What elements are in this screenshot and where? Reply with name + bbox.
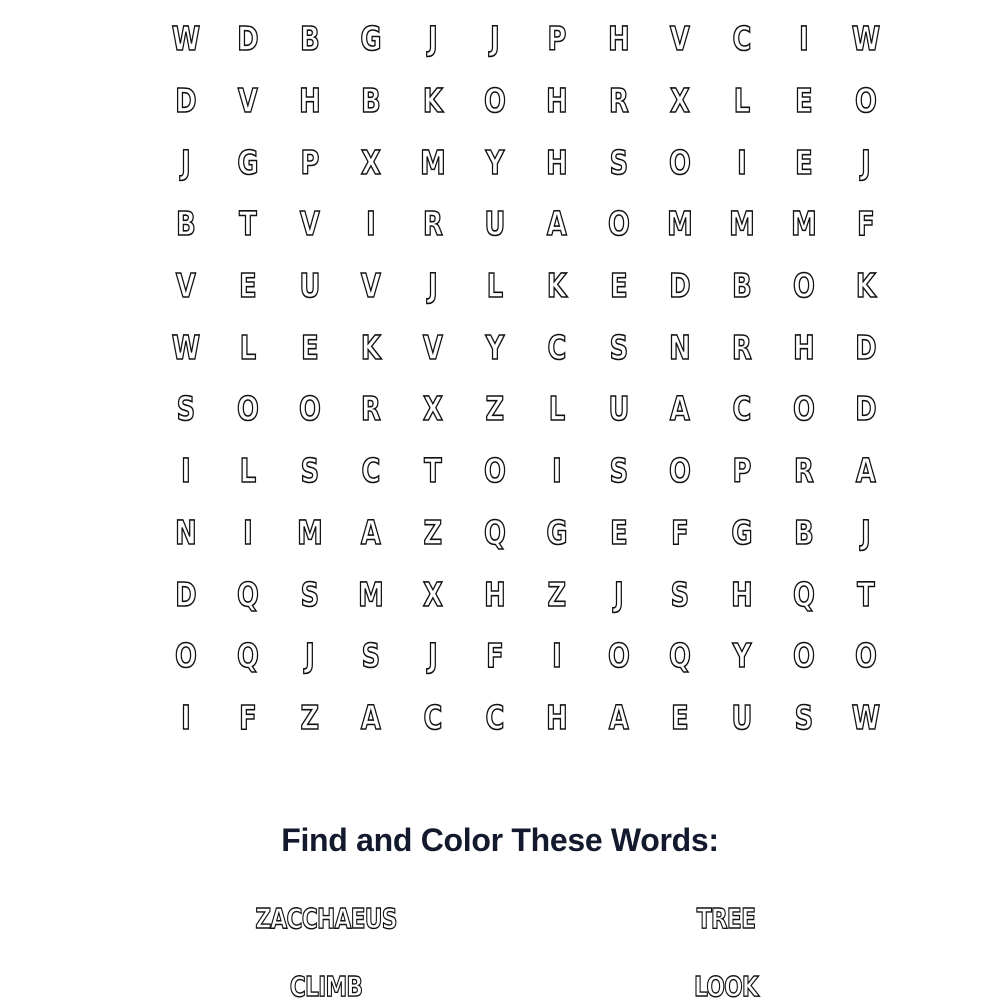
grid-letter[interactable]: I (551, 636, 562, 676)
grid-letter[interactable]: D (237, 19, 259, 59)
grid-letter[interactable]: M (729, 204, 755, 244)
grid-letter[interactable]: U (484, 204, 506, 244)
grid-letter[interactable]: S (609, 451, 628, 491)
grid-letter[interactable]: F (856, 204, 875, 244)
grid-letter[interactable]: S (176, 389, 196, 429)
grid-letter[interactable]: D (854, 327, 877, 367)
grid-letter[interactable]: N (175, 512, 197, 552)
grid-letter[interactable]: T (856, 574, 875, 614)
grid-letter[interactable]: O (607, 204, 630, 244)
letter-grid (155, 8, 897, 748)
grid-letter[interactable]: J (490, 19, 500, 59)
grid-letter[interactable]: R (793, 451, 814, 491)
word-item: CLIMB (289, 970, 363, 1003)
grid-letter[interactable]: S (300, 451, 319, 491)
grid-letter[interactable]: E (238, 266, 257, 306)
grid-letter[interactable]: X (423, 574, 444, 614)
grid-letter[interactable]: N (669, 327, 692, 367)
grid-letter[interactable]: J (181, 142, 191, 182)
word-item: LOOK (693, 970, 759, 1003)
grid-letter[interactable]: E (609, 512, 628, 552)
grid-letter[interactable]: O (792, 636, 815, 676)
grid-letter[interactable]: L (548, 389, 565, 429)
grid-letter[interactable]: B (732, 266, 752, 306)
grid-letter[interactable]: S (609, 327, 628, 367)
grid-letter[interactable]: Q (792, 574, 815, 614)
grid-letter[interactable]: A (546, 204, 567, 244)
grid-letter[interactable]: L (239, 327, 256, 367)
grid-letter[interactable]: E (795, 142, 813, 182)
grid-letter[interactable]: X (670, 81, 691, 121)
grid-letter[interactable]: S (609, 142, 628, 182)
grid-letter[interactable]: O (483, 81, 506, 121)
grid-letter[interactable]: B (299, 19, 320, 59)
grid-letter[interactable]: D (854, 389, 877, 429)
grid-letter[interactable]: I (181, 697, 191, 737)
grid-letter[interactable]: O (669, 142, 692, 182)
grid-letter[interactable]: H (484, 574, 506, 614)
grid-letter[interactable]: R (423, 204, 444, 244)
grid-letter[interactable]: D (175, 574, 197, 614)
grid-letter[interactable]: K (546, 266, 567, 306)
grid-letter[interactable]: S (794, 697, 814, 737)
grid-letter[interactable]: V (175, 266, 196, 306)
grid-letter[interactable]: O (792, 266, 815, 306)
grid-letter[interactable]: O (854, 81, 877, 121)
grid-letter[interactable]: F (671, 512, 690, 552)
grid-letter[interactable]: H (298, 81, 321, 121)
grid-letter[interactable]: I (181, 451, 191, 491)
grid-letter[interactable]: D (175, 81, 197, 121)
grid-letter[interactable]: P (300, 142, 319, 182)
grid-letter[interactable]: O (483, 451, 506, 491)
grid-letter[interactable]: U (299, 266, 320, 306)
grid-letter[interactable]: E (300, 327, 319, 367)
grid-letter[interactable]: O (174, 636, 197, 676)
grid-letter[interactable]: U (608, 389, 629, 429)
grid-letter[interactable]: E (609, 266, 628, 306)
grid-letter[interactable]: A (670, 389, 691, 429)
grid-letter[interactable]: M (296, 512, 323, 552)
grid-letter[interactable]: I (551, 451, 562, 491)
grid-letter[interactable]: H (545, 697, 568, 737)
grid-letter[interactable]: F (238, 697, 257, 737)
grid-letter[interactable]: Y (485, 327, 505, 367)
grid-letter[interactable]: J (860, 142, 871, 182)
grid-letter[interactable]: Q (483, 512, 506, 552)
grid-letter[interactable]: H (545, 142, 568, 182)
grid-letter[interactable]: R (732, 327, 752, 367)
grid-letter[interactable]: O (792, 389, 815, 429)
grid-letter[interactable]: W (851, 697, 880, 737)
grid-letter[interactable]: J (428, 266, 438, 306)
grid-letter[interactable]: M (420, 142, 446, 182)
grid-letter[interactable]: J (428, 636, 438, 676)
grid-letter[interactable]: H (731, 574, 753, 614)
grid-letter[interactable]: E (795, 81, 813, 121)
grid-letter[interactable]: Q (236, 574, 259, 614)
grid-letter[interactable]: J (860, 512, 871, 552)
grid-letter[interactable]: E (671, 697, 690, 737)
grid-letter[interactable]: P (547, 19, 567, 59)
grid-letter[interactable]: J (428, 19, 438, 59)
grid-letter[interactable]: X (361, 142, 382, 182)
grid-letter[interactable]: A (855, 451, 876, 491)
grid-letter[interactable]: O (607, 636, 630, 676)
grid-letter[interactable]: L (239, 451, 256, 491)
grid-letter[interactable]: G (546, 512, 568, 552)
grid-letter[interactable]: L (486, 266, 504, 306)
word-item: TREE (696, 902, 756, 935)
grid-letter[interactable]: U (731, 697, 753, 737)
grid-letter[interactable]: K (423, 81, 444, 121)
grid-letter[interactable]: A (361, 512, 382, 552)
grid-letter[interactable]: J (613, 574, 624, 614)
grid-letter[interactable]: T (238, 204, 257, 244)
grid-letter[interactable]: Z (485, 389, 505, 429)
grid-letter[interactable]: K (855, 266, 876, 306)
grid-letter[interactable]: L (733, 81, 751, 121)
grid-letter[interactable]: V (423, 327, 444, 367)
grid-letter[interactable]: S (670, 574, 690, 614)
grid-letter[interactable]: O (298, 389, 321, 429)
grid-letter[interactable]: C (485, 697, 505, 737)
grid-letter[interactable]: G (237, 142, 259, 182)
grid-letter[interactable]: A (608, 697, 629, 737)
grid-letter[interactable]: G (731, 512, 753, 552)
grid-letter[interactable]: Q (236, 636, 259, 676)
grid-letter[interactable]: S (300, 574, 319, 614)
grid-letter[interactable]: C (732, 389, 752, 429)
grid-letter[interactable]: M (358, 574, 385, 614)
grid-letter[interactable]: Y (732, 636, 752, 676)
grid-letter[interactable]: I (799, 19, 809, 59)
word-list (0, 890, 1000, 1003)
grid-letter[interactable]: P (732, 451, 752, 491)
grid-letter[interactable]: C (547, 327, 567, 367)
grid-letter[interactable]: V (361, 266, 382, 306)
grid-letter[interactable]: O (854, 636, 877, 676)
grid-letter[interactable]: R (608, 81, 629, 121)
grid-letter[interactable]: I (737, 142, 747, 182)
grid-letter[interactable]: Z (423, 512, 443, 552)
grid-letter[interactable]: R (361, 389, 382, 429)
grid-letter[interactable]: Y (485, 142, 505, 182)
grid-letter[interactable]: O (669, 451, 692, 491)
grid-letter[interactable]: Z (547, 574, 567, 614)
grid-letter[interactable]: B (361, 81, 382, 121)
word-list-heading: Find and Color These Words: (281, 822, 719, 858)
grid-letter[interactable]: J (304, 636, 315, 676)
grid-letter[interactable]: Q (669, 636, 692, 676)
grid-letter[interactable]: G (360, 19, 382, 59)
grid-letter[interactable]: A (361, 697, 382, 737)
grid-letter[interactable]: H (793, 327, 815, 367)
grid-letter[interactable]: X (423, 389, 444, 429)
grid-letter[interactable]: H (607, 19, 630, 59)
grid-letter[interactable]: W (171, 19, 201, 59)
grid-letter[interactable]: D (669, 266, 691, 306)
grid-letter[interactable]: B (176, 204, 196, 244)
grid-letter[interactable]: M (791, 204, 817, 244)
grid-letter[interactable]: S (362, 636, 381, 676)
grid-letter[interactable]: K (361, 327, 382, 367)
grid-letter[interactable]: Z (300, 697, 319, 737)
grid-letter[interactable]: I (366, 204, 377, 244)
grid-letter[interactable]: F (486, 636, 504, 676)
grid-letter[interactable]: V (670, 19, 691, 59)
grid-letter[interactable]: M (667, 204, 694, 244)
grid-letter[interactable]: V (237, 81, 258, 121)
grid-letter[interactable]: C (361, 451, 381, 491)
grid-letter[interactable]: W (851, 19, 880, 59)
grid-letter[interactable]: T (424, 451, 442, 491)
grid-letter[interactable]: C (732, 19, 752, 59)
word-item: ZACCHAEUS (255, 902, 397, 935)
grid-letter[interactable]: H (545, 81, 568, 121)
grid-letter[interactable]: B (794, 512, 814, 552)
grid-letter[interactable]: W (171, 327, 201, 367)
grid-letter[interactable]: V (299, 204, 320, 244)
grid-letter[interactable]: O (236, 389, 259, 429)
grid-letter[interactable]: C (423, 697, 443, 737)
grid-letter[interactable]: I (242, 512, 253, 552)
